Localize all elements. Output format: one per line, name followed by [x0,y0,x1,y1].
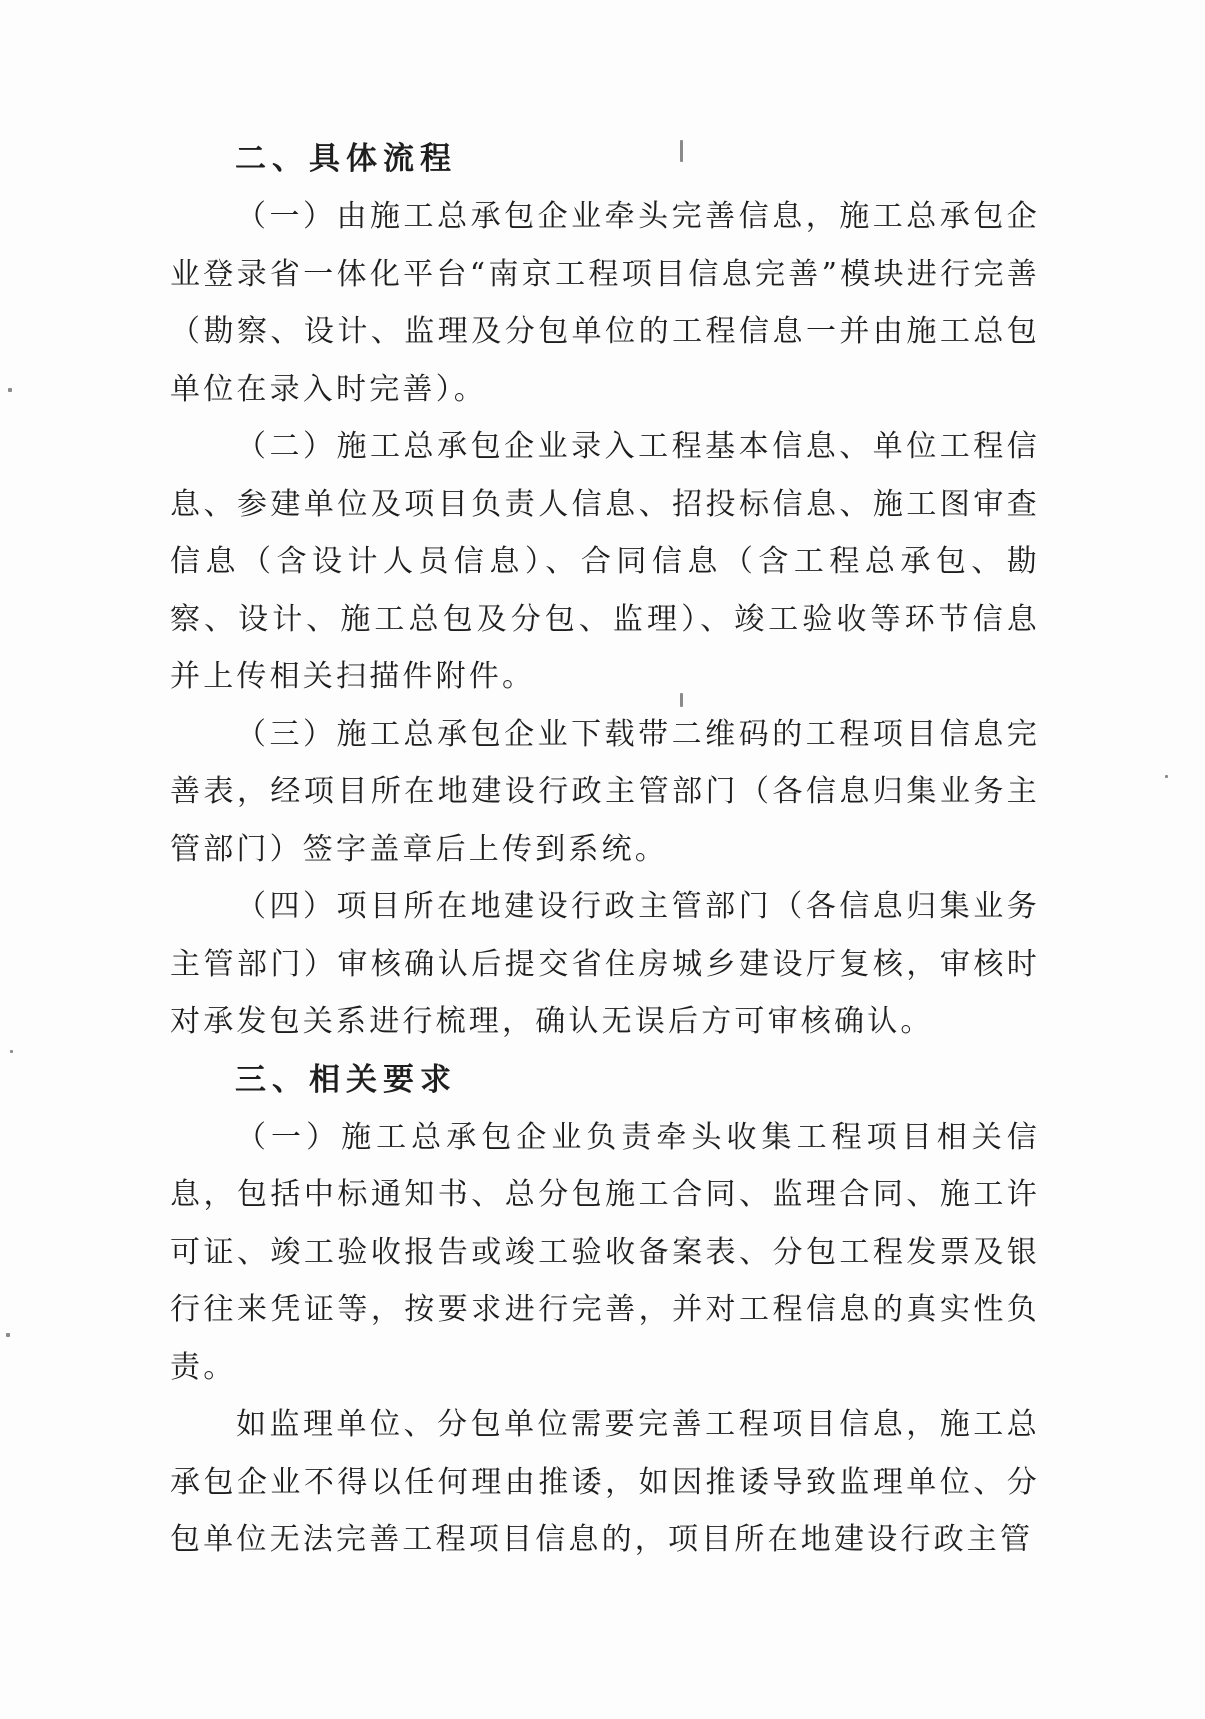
scan-speck [1165,775,1168,778]
section-heading-process: 二、具体流程 [235,141,457,177]
section-heading-requirements: 三、相关要求 [235,1061,457,1098]
document-body [170,130,1040,1569]
requirement-1-continued: 如监理单位、分包单位需要完善工程项目信息，施工总承包企业不得以任何理由推诿，如因推诿导致监理单位、分包单位无法完善工程项目信息的，项目所在地建设行政主管 [170,1407,1040,1557]
requirement-1: （一）施工总承包企业负责牵头收集工程项目相关信息，包括中标通知书、总分包施工合同、监理合同、施工许可证、竣工验收报告或竣工验收备案表、分包工程发票及银行往来凭证等，按要求进行完善，并对工程信息的真实性负责。 [170,1119,1040,1385]
process-step-4: （四）项目所在地建设行政主管部门（各信息归集业务主管部门）审核确认后提交省住房城乡建设厅复核，审核时对承发包关系进行梳理，确认无误后方可审核确认。 [170,889,1040,1039]
scan-speck [8,388,12,392]
process-step-2: （二）施工总承包企业录入工程基本信息、单位工程信息、参建单位及项目负责人信息、招投标信息、施工图审查信息（含设计人员信息）、合同信息（含工程总承包、勘察、设计、施工总包及分包、监理）、竣工验收等环节信息并上传相关扫描件附件。 [170,429,1040,694]
scan-speck [10,1050,13,1053]
scan-speck [6,1333,10,1337]
process-step-1: （一）由施工总承包企业牵头完善信息，施工总承包企业登录省一体化平台“南京工程项目信息完善”模块进行完善（勘察、设计、监理及分包单位的工程信息一并由施工总包单位在录入时完善）。 [170,199,1040,407]
process-step-3: （三）施工总承包企业下载带二维码的工程项目信息完善表，经项目所在地建设行政主管部门（各信息归集业务主管部门）签字盖章后上传到系统。 [170,716,1040,867]
